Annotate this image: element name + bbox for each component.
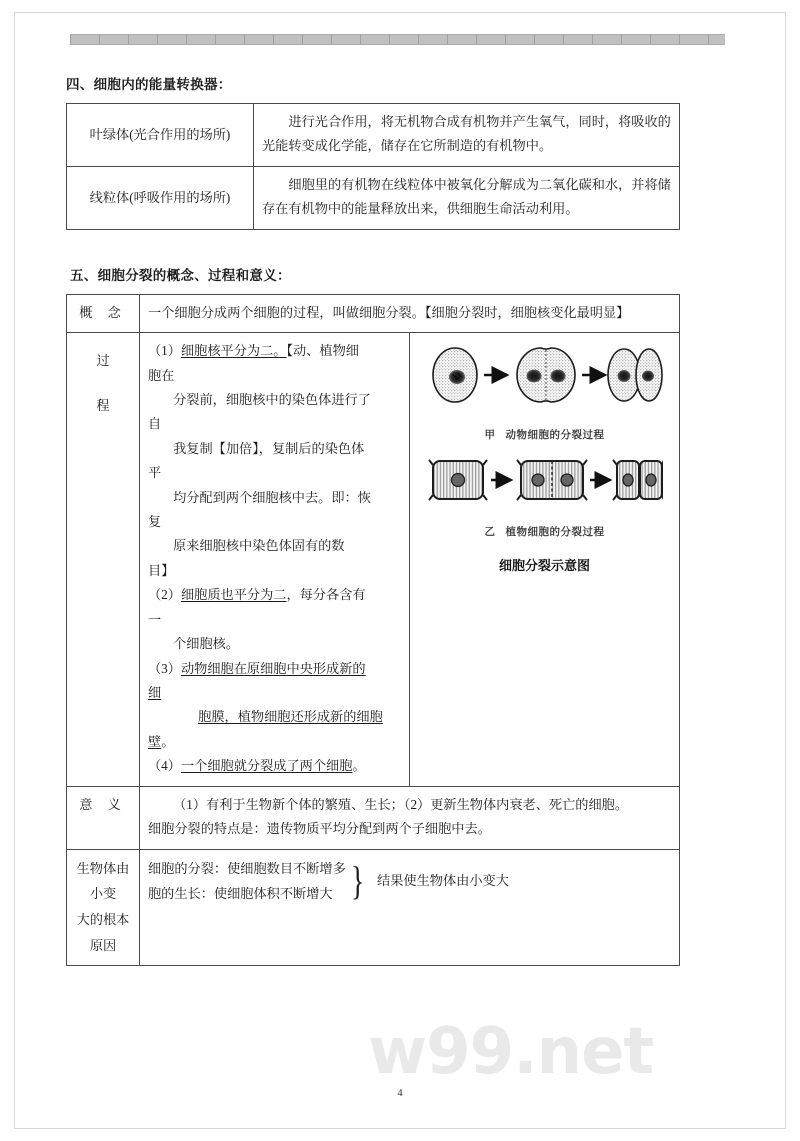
process-line-text: 【动、植物细	[286, 343, 359, 359]
process-line	[148, 730, 401, 754]
growth-label-line-1: 生物体由小变	[76, 860, 130, 902]
growth-result-text: 结果使生物体由小变大	[377, 873, 509, 889]
process-line	[148, 412, 401, 436]
header-decorative-rule	[70, 34, 725, 45]
meaning-text-cell	[140, 786, 680, 849]
process-line	[148, 583, 401, 607]
table-row	[67, 166, 680, 229]
diagram-tag-yi: 乙	[484, 526, 496, 539]
table-row-meaning	[67, 786, 680, 849]
process-line	[148, 364, 401, 388]
organelle-description-mitochondria: 细胞里的有机物在线粒体中被氧化分解成为二氧化碳和水，并将储存在有机物中的能量释放出来，供细胞生命活动利用。	[254, 166, 680, 229]
process-line	[148, 534, 401, 558]
process-line-text: 原来细胞核中染色体固有的数	[173, 538, 345, 554]
process-line	[148, 681, 401, 705]
diagram-label-animal	[418, 426, 671, 445]
process-line-text: 一	[148, 611, 162, 627]
growth-line-list	[148, 856, 346, 907]
diagram-title: 细胞分裂示意图	[498, 558, 590, 574]
process-line-marker: （2）	[148, 587, 181, 603]
plant-cell-division-illustration	[427, 451, 663, 513]
organelle-label-mitochondria: 线粒体(呼吸作用的场所)	[67, 166, 254, 229]
process-line-suffix: 。	[161, 733, 175, 749]
row-label-process-char1: 过	[96, 353, 110, 369]
process-line-marker: （4）	[148, 758, 181, 774]
diagram-column	[410, 333, 680, 787]
cell-division-diagram	[418, 339, 671, 579]
table-row-process	[67, 333, 680, 787]
process-line	[148, 754, 401, 778]
diagram-caption-plant: 植物细胞的分裂过程	[505, 526, 605, 539]
process-line-underlined: 一个细胞就分裂成了两个细胞	[180, 758, 353, 774]
growth-content-cell	[140, 849, 680, 966]
process-line-text: 均分配到两个细胞核中去。即：恢	[173, 489, 371, 505]
process-line	[148, 339, 401, 363]
section-heading-division: 五、细胞分裂的概念、过程和意义：	[70, 267, 291, 284]
growth-line-division: 细胞的分裂：使细胞数目不断增多	[148, 860, 346, 876]
process-line-underlined: 动物细胞在原细胞中央形成新的	[180, 660, 366, 676]
growth-label-line-2: 大的根本原因	[76, 912, 130, 953]
process-line-text: 我复制【加倍】，复制后的染色体	[173, 440, 365, 456]
process-line	[148, 608, 401, 632]
cell-division-table	[66, 294, 680, 967]
animal-cell-division-illustration	[427, 339, 663, 415]
process-line-underlined: 壁	[148, 733, 162, 749]
diagram-tag-jia: 甲	[484, 428, 496, 441]
concept-text: 一个细胞分成两个细胞的过程，叫做细胞分裂。【细胞分裂时，细胞核变化最明显】	[140, 294, 680, 332]
process-line	[148, 486, 401, 510]
growth-line-enlargement: 胞的生长：使细胞体积不断增大	[148, 886, 333, 902]
process-line	[148, 657, 401, 681]
meaning-line-2: 细胞分裂的特点是：遗传物质平均分配到两个子细胞中去。	[148, 821, 491, 837]
table-row-growth	[67, 849, 680, 966]
page-content	[62, 34, 722, 966]
process-line-marker: （1）	[148, 343, 181, 359]
diagram-label-plant	[418, 523, 671, 542]
process-line-underlined: 细胞质也平分为二	[180, 587, 287, 603]
organelle-description-chloroplast: 进行光合作用，将无机物合成有机物并产生氧气，同时，将吸收的光能转变成化学能，储存在它所制造的有机物中。	[254, 104, 680, 167]
process-line-text: 自	[148, 416, 162, 432]
process-line	[148, 510, 401, 534]
process-line-marker: （3）	[148, 660, 181, 676]
process-line-text: 个细胞核。	[173, 636, 240, 652]
process-line-underlined: 细胞核平分为二。	[180, 343, 287, 359]
process-line-text: 分裂前，细胞核中的染色体进行了	[173, 391, 371, 407]
table-row-concept	[67, 294, 680, 332]
watermark: w99.net	[368, 1015, 654, 1089]
process-line	[148, 437, 401, 461]
organelle-label-chloroplast: 叶绿体(光合作用的场所)	[67, 104, 254, 167]
row-label-meaning: 意 义	[67, 786, 140, 849]
process-line-underlined: 胞膜，植物细胞还形成新的细胞	[198, 709, 383, 725]
process-line	[148, 559, 401, 583]
process-line	[148, 388, 401, 412]
process-line	[148, 461, 401, 485]
process-line-list	[148, 339, 401, 779]
section-heading-energy: 四、细胞内的能量转换器：	[66, 77, 232, 93]
page-number: 4	[397, 1088, 403, 1099]
growth-reason-label	[67, 849, 140, 966]
process-line-text: 平	[148, 465, 162, 481]
row-label-concept: 概 念	[67, 294, 140, 332]
process-line-text: 目】	[148, 562, 175, 578]
diagram-caption-animal: 动物细胞的分裂过程	[505, 428, 605, 441]
process-line-suffix: 。	[352, 758, 366, 774]
row-label-process-char2: 程	[96, 398, 110, 413]
process-line	[148, 705, 401, 729]
meaning-line-1: （1）有利于生物新个体的繁殖、生长；（2）更新生物体内衰老、死亡的细胞。	[173, 796, 629, 812]
process-line-underlined: 细	[148, 685, 162, 701]
process-text-column	[140, 333, 410, 787]
process-line-text: ，每分各含有	[286, 587, 366, 603]
energy-converter-table	[66, 103, 680, 230]
process-line	[148, 632, 401, 656]
row-label-process	[67, 333, 140, 787]
table-row	[67, 104, 680, 167]
curly-brace-icon: }	[350, 858, 365, 904]
process-line-text: 复	[148, 514, 162, 530]
process-line-text: 胞在	[148, 367, 175, 383]
